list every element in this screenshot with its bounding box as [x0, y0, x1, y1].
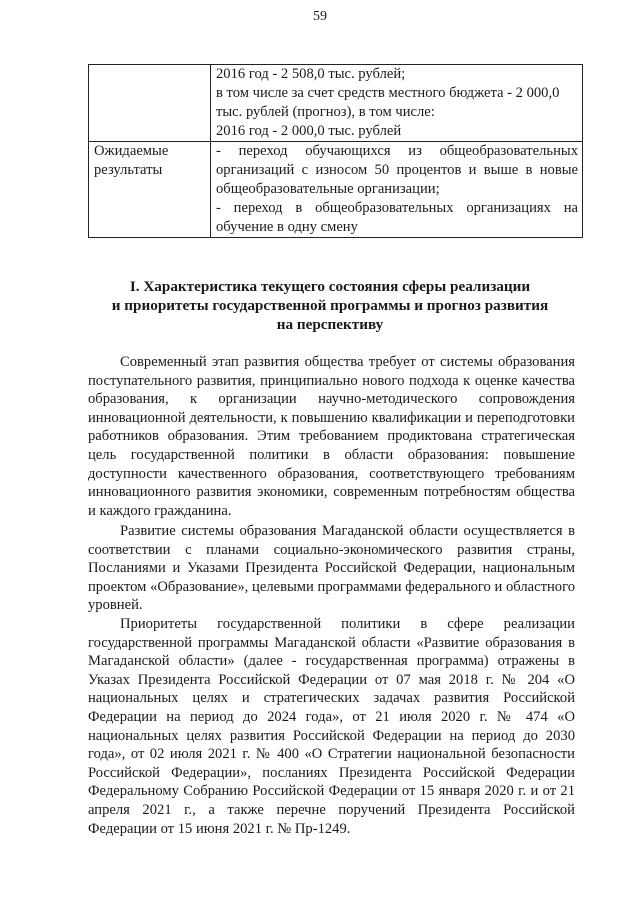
row1-value-cell	[211, 65, 583, 142]
expected-result-1: - переход обучающихся из общеобразовательных организаций с износом 50 процентов и выше в новые общеобразовательные организации;	[216, 143, 578, 197]
expected-results-cell	[211, 142, 583, 238]
program-passport-table	[88, 64, 583, 238]
heading-line-1: I. Характеристика текущего состояния сферы реализации	[129, 278, 531, 295]
table-row-expected-results	[89, 142, 583, 238]
funding-line-4: 2016 год - 2 000,0 тыс. рублей	[216, 123, 402, 139]
section-heading	[60, 277, 600, 334]
funding-line-3: тыс. рублей (прогноз), в том числе:	[216, 104, 435, 120]
table-row-funding	[89, 65, 583, 142]
heading-line-3: на перспективу	[276, 316, 384, 333]
expected-result-2: - переход в общеобразовательных организациях на обучение в одну смену	[216, 200, 578, 235]
expected-results-label: Ожидаемые результаты	[89, 142, 211, 238]
funding-line-2: в том числе за счет средств местного бюджета - 2 000,0	[216, 85, 560, 101]
paragraph-2: Развитие системы образования Магаданской области осуществляется в соответствии с планами социально-экономического развития страны, Посланиями и Указами Президента Российской Федерации, национальным проектом «Образование», целевыми программами федерального и областного уровней.	[88, 523, 575, 614]
page-number: 59	[313, 9, 327, 24]
paragraph-3: Приоритеты государственной политики в сфере реализации государственной программы Магаданской области «Развитие образования в Магаданской области» (далее - государственная программа) отражены в Указах Президента Российской Федерации от 07 мая 2018 г. № 204 «О национальных целях и стратегических задачах развития Российской Федерации на период до 2024 года», от 21 июля 2020 г. № 474 «О национальных целях развития Российской Федерации на период до 2030 года», от 02 июля 2021 г. № 400 «О Стратегии национальной безопасности Российской Федерации», посланиях Президента Российской Федерации Федеральному Собранию Российской Федерации от 15 января 2020 г. и от 21 апреля 2021 г., а также перечне поручений Президента Российской Федерации от 15 июня 2021 г. № Пр-1249.	[88, 616, 575, 837]
heading-line-2: и приоритеты государственной программы и прогноз развития	[111, 297, 549, 314]
row1-label-cell	[89, 65, 211, 142]
funding-line-1: 2016 год - 2 508,0 тыс. рублей;	[216, 66, 406, 82]
paragraph-1: Современный этап развития общества требует от системы образования поступательного развития, принципиально нового подхода к оценке качества образования, к организации научно-методического сопровождения инновационной деятельности, к повышению квалификации и переподготовки работников образования. Этим требованием продиктована стратегическая цель государственной политики в области образования: повышение доступности качественного образования, соответствующего требованиям инновационного развития экономики, современным потребностям общества и каждого гражданина.	[88, 354, 575, 519]
